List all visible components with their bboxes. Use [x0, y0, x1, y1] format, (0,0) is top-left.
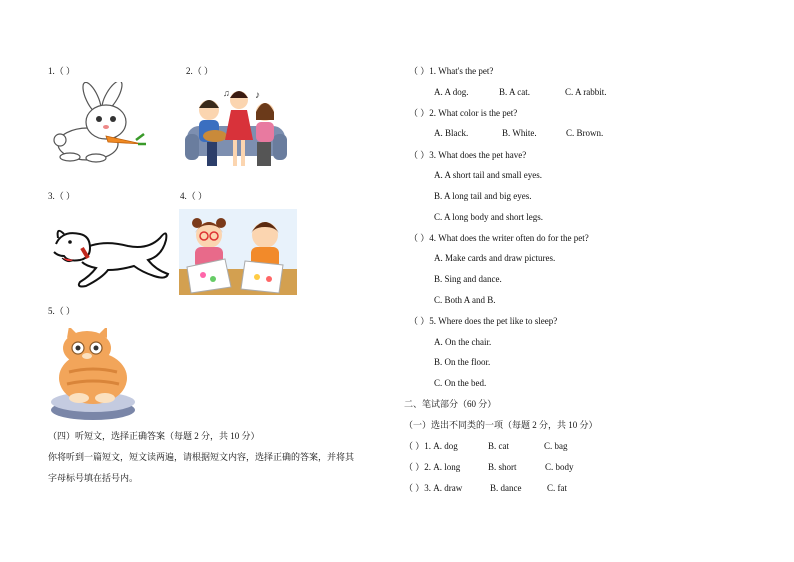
section4-instruction-line1: 你将听到一篇短文，短文读两遍，请根据短文内容，选择正确的答案，并将其 — [48, 452, 355, 462]
question-1-option-c: C. A rabbit. — [565, 87, 607, 97]
odd-one-out-3-c: C. fat — [547, 483, 567, 493]
odd-one-out-1-c: C. bag — [544, 441, 568, 451]
question-4-option-a: A. Make cards and draw pictures. — [434, 253, 556, 263]
children-singing-image — [185, 82, 287, 172]
question-2-option-c: C. Brown. — [566, 128, 604, 138]
question-3-stem: （ ）3. What does the pet have? — [409, 150, 527, 160]
dog-image — [48, 222, 172, 292]
question-5-option-a: A. On the chair. — [434, 337, 492, 347]
section4-instruction-line2: 字母标号填在括号内。 — [48, 473, 139, 483]
children-drawing-image — [179, 209, 297, 295]
cat-image — [49, 328, 137, 420]
question-4-option-b: B. Sing and dance. — [434, 274, 502, 284]
pic-label-3: 3.（ ） — [48, 191, 76, 201]
svg-text:♪: ♪ — [255, 90, 260, 101]
odd-one-out-1-b: B. cat — [488, 441, 509, 451]
question-2-option-a: A. Black. — [434, 128, 469, 138]
question-1-option-b: B. A cat. — [499, 87, 530, 97]
odd-one-out-3-b: B. dance — [490, 483, 522, 493]
question-5-option-b: B. On the floor. — [434, 357, 491, 367]
question-3-option-a: A. A short tail and small eyes. — [434, 170, 542, 180]
section4-title: （四）听短文，选择正确答案（每题 2 分，共 10 分） — [48, 431, 260, 441]
question-2-option-b: B. White. — [502, 128, 537, 138]
question-3-option-b: B. A long tail and big eyes. — [434, 191, 532, 201]
part2-title: 二、笔试部分（60 分） — [404, 399, 497, 409]
pic-label-4: 4.（ ） — [180, 191, 208, 201]
question-5-option-c: C. On the bed. — [434, 378, 487, 388]
question-1-option-a: A. A dog. — [434, 87, 469, 97]
question-4-stem: （ ）4. What does the writer often do for the pet? — [409, 233, 589, 243]
odd-one-out-2-c: C. body — [545, 462, 574, 472]
question-3-option-c: C. A long body and short legs. — [434, 212, 544, 222]
rabbit-image — [50, 82, 146, 164]
part2-subtitle: （一）选出不同类的一项（每题 2 分，共 10 分） — [404, 420, 598, 430]
pic-label-5: 5.（ ） — [48, 306, 76, 316]
question-1-stem: （ ）1. What's the pet? — [409, 66, 494, 76]
question-4-option-c: C. Both A and B. — [434, 295, 496, 305]
question-2-stem: （ ）2. What color is the pet? — [409, 108, 518, 118]
question-5-stem: （ ）5. Where does the pet like to sleep? — [409, 316, 558, 326]
odd-one-out-2: （ ）2. A. long — [404, 462, 461, 472]
odd-one-out-3: （ ）3. A. draw — [404, 483, 463, 493]
svg-text:♫: ♫ — [223, 88, 230, 98]
odd-one-out-1: （ ）1. A. dog — [404, 441, 458, 451]
pic-label-1: 1.（ ） — [48, 66, 76, 76]
pic-label-2: 2.（ ） — [186, 66, 214, 76]
odd-one-out-2-b: B. short — [488, 462, 517, 472]
